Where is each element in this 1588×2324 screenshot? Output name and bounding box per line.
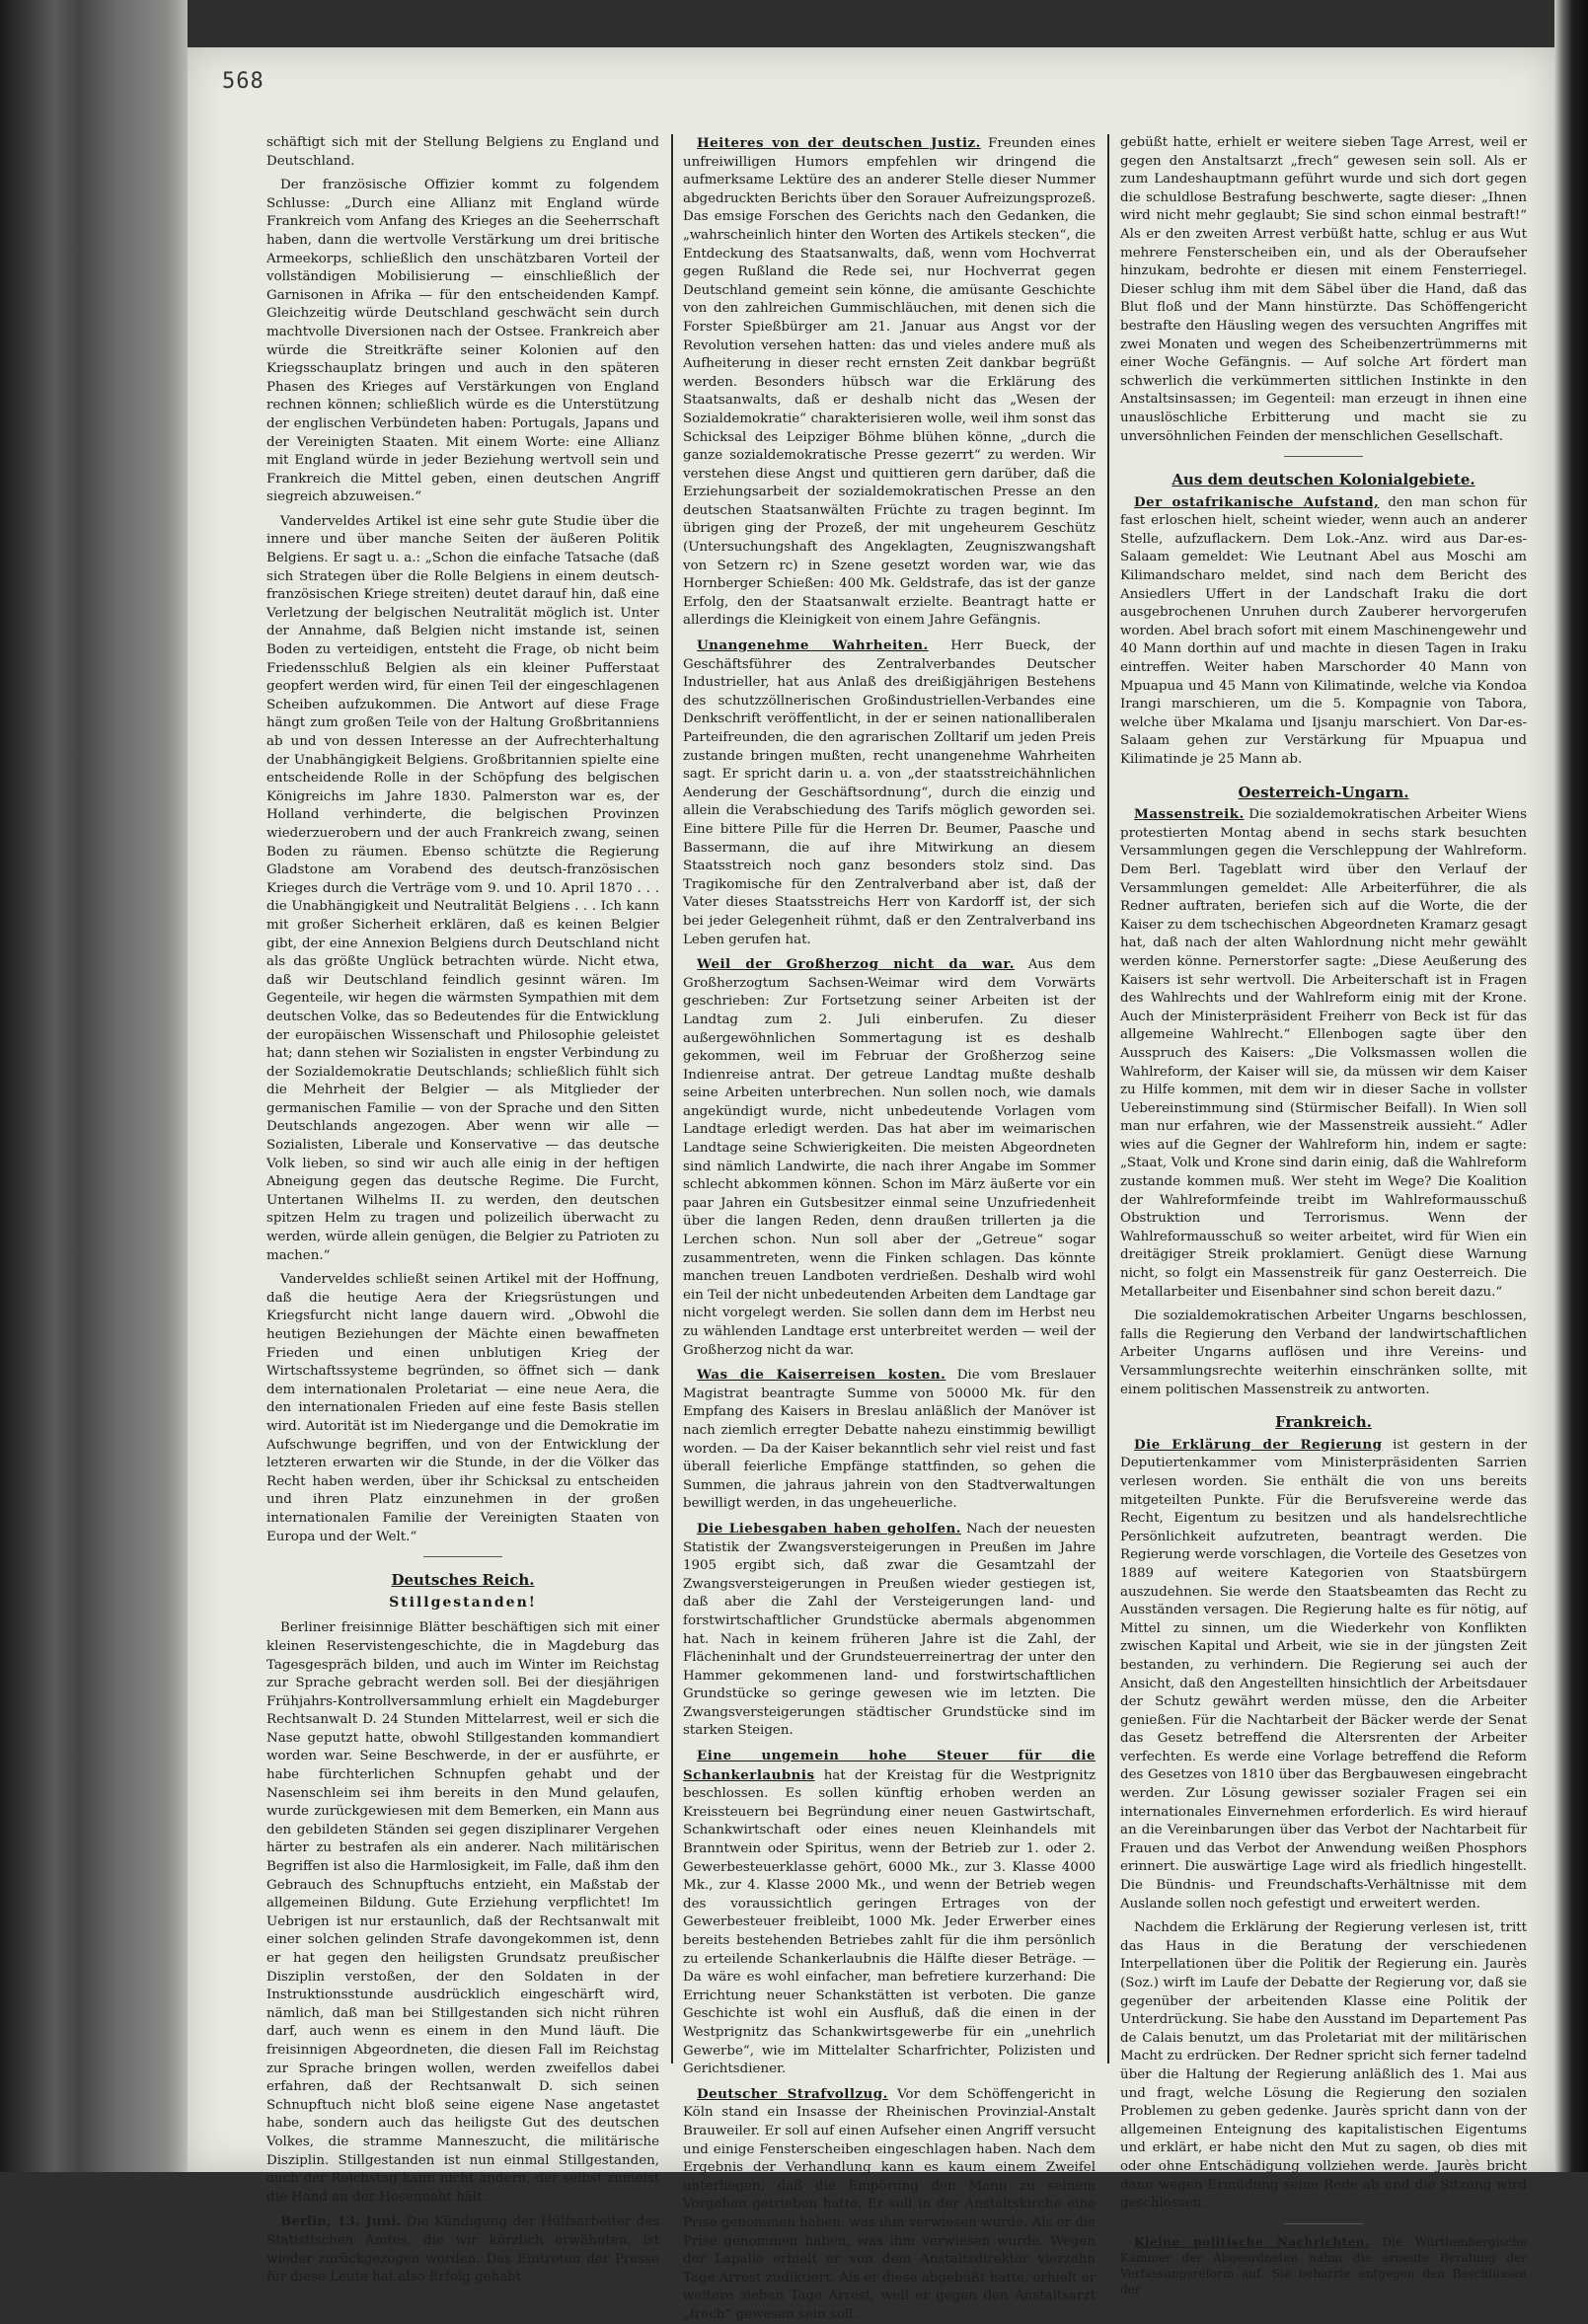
paragraph <box>683 134 1096 631</box>
paragraph: schäftigt sich mit der Stellung Belgiens zu England und Deutschland. <box>266 135 659 169</box>
paragraph <box>1120 2234 1527 2297</box>
book-binding <box>0 0 188 2172</box>
paragraph: Berliner freisinnige Blätter beschäftigen sich mit einer kleinen Reservistengeschichte, die in Magdeburg das Tagesgespräch bilden, und auch im Winter im Reichstag zur Sprache gebracht werden soll. Bei der diesjährigen Frühjahrs-Kontrollversammlung erhielt ein Magdeburger Rechtsanwalt D. 24 Stunden Mittelarrest, weil er sich die Nase geputzt hatte, obwohl Stillgestanden kommandiert worden war. Seine Beschwerde, in der er ausführte, er habe fürchterlichen Schnupfen gehabt und der Nasenschleim sei ihm bereits in den Mund gelaufen, wurde zurückgewiesen mit dem Bemerken, ein Mann aus den gebildeten Ständen sei gegen disziplinarer Vergehen härter zu bestrafen als ein anderer. Nach militärischen Begriffen ist also die Harmlosigkeit, im Falle, daß ihm den Gebrauch des Schnupftuchs entzieht, ein Maßstab der allgemeinen Bildung. Gute Erziehung verpflichtet! Im Uebrigen ist nur erstaunlich, daß der Rechtsanwalt mit einer solchen gelinden Strafe davongekommen ist, denn er hat gegen den heiligsten Grundsatz preußischer Disziplin verstoßen, der den Soldaten in der Instruktionsstunde ausdrücklich eingeschärft wird, nämlich, daß man bei Stillgestanden sich nicht rühren darf, auch wenn es einem in den Mund läuft. Die freisinnigen Abgeordneten, die diesen Fall im Reichstag zur Sprache bringen wollen, werden zweifellos dabei erfahren, daß der Rechtsanwalt D. sich seinen Schnupftuch nicht bloß seine eigene Nase angetastet habe, sondern auch das heiligste Gut des deutschen Volkes, die stramme Manneszucht, die militärische Disziplin. Stillgestanden ist nun einmal Stillgestanden, auch der Reichstag kann nicht ändern, der selbst zumeist die Hand an der Hosennaht hält. <box>266 1620 659 2205</box>
column-rule <box>1107 134 1109 2063</box>
newspaper-page <box>188 47 1554 2322</box>
run-in-heading: Unangenehme Wahrheiten. <box>697 637 929 654</box>
paragraph-text: Freunden eines unfreiwilligen Humors empfehlen wir dringend die aufmerksame Lektüre des an anderer Stelle dieser Nummer abgedruckten Berichts über den Sorauer Aufreizungsprozeß. Das emsige Forschen des Gerichts nach den Gedanken, die „wahrscheinlich hinter den Worten des Artikels stecken“, die Entdeckung des Staatsanwalts, daß, wenn vom Hochverrat gegen Rußland die Rede sei, nur Hochverrat gegen Deutschland gemeint sein könne, die amüsante Geschichte von den zahlreichen Gummischläuchen, mit denen sich die Forster Spießbürger am 21. Januar aus Angst vor der Revolution versehen hatten: das und vieles andere muß als Aufheiterung in dieser recht ernsten Zeit dankbar begrüßt werden. Besonders hübsch war die Erklärung des Staatsanwalts, daß er deshalb nicht das „Wesen der Sozialdemokratie“ charakterisieren wolle, weil ihm sonst das Schicksal des Leipziger Böhme blühen könne, „durch die ganze sozialdemokratische Presse gezerrt“ zu werden. Wir verstehen diese Angst und quittieren gern darüber, daß die Erziehungsarbeit der sozialdemokratischen Presse an den deutschen Staatsanwälten Früchte zu tragen beginnt. Im übrigen ging der Prozeß, der mit ungeheurem Geschütz (Untersuchungshaft des Angeklagten, Zeugniszwangshaft von Setzern rc) in Szene gesetzt worden war, wie das Hornberger Schießen: 400 Mk. Geldstrafe, das ist der ganze Erfolg, den der Staatsanwalt erzielte. Beantragt hatte er allerdings die Kleinigkeit von einem Jahre Gefängnis. <box>683 136 1096 629</box>
paragraph-text: hat der Kreistag für die Westprignitz beschlossen. Es sollen künftig erhoben werden an Kreissteuern bei Begründung einer neuen Gastwirtschaft, Schankwirtschaft oder eines neuen Kleinhandels mit Branntwein oder Spiritus, wenn der Betrieb zur 1. oder 2. Gewerbesteuerklasse gehört, 6000 Mk., zur 3. Klasse 4000 Mk., zur 4. Klasse 2000 Mk., und wenn der Betrieb wegen des voraussichtlich geringen Ertrages von der Gewerbesteuer freibleibt, 1000 Mk. Jeder Erwerber eines bereits bestehenden Betriebes zahlt für die ihm persönlich zu erteilende Schankerlaubnis die Hälfte dieser Beträge. — Da wäre es wohl einfacher, man befretiere kurzerhand: Die Errichtung neuer Schankstätten ist verboten. Die ganze Geschichte ist wohl ein Ausfluß, daß die einen in der Westprignitz das Schankwirtsgewerbe für ein „unehrlich Gewerbe“, wie im Mittelalter Scharfrichter, Polizisten und Gerichtsdiener. <box>683 1767 1096 2077</box>
paragraph-text: Die Württembergische Kammer der Abgeordneten nahm die erneute Beratung der Verfassungsreform auf. Sie beharrte entgegen den Beschlüssen der <box>1120 2234 1527 2296</box>
paragraph <box>683 955 1096 1360</box>
paragraph: Nachdem die Erklärung der Regierung verlesen ist, tritt das Haus in die Beratung der verschiedenen Interpellationen über die Politik der Regierung ein. Jaurès (Soz.) wirft im Laufe der Debatte der Regierung vor, daß sie gegenüber der arbeitenden Klasse eine Politik der Unterdrückung. Sie habe den Ausstand im Departement Pas de Calais benutzt, um das Proletariat mit der militärischen Macht zu erdrücken. Der Redner spricht sich ferner tadelnd über die Haltung der Regierung anläßlich des 1. Mai aus und fragt, welche Lösung die Regierung den sozialen Problemen zu geben gedenke. Jaurès spricht dann von der allgemeinen Enteignung des kapitalistischen Eigentums und erklärt, er habe nicht den Mut zu sagen, ob dies mit oder ohne Entschädigung vollziehen werde. Jaurès bricht dann wegen Ermüdung seine Rede ab und die Sitzung wird geschlossen. <box>1120 1920 1527 2212</box>
paragraph <box>1120 805 1527 1302</box>
run-in-heading: Die Liebesgaben haben geholfen. <box>697 1520 961 1537</box>
paragraph: Die sozialdemokratischen Arbeiter Ungarns beschlossen, falls die Regierung den Verband der landwirtschaftlichen Arbeiter Ungarns auflösen und ihre Vereins- und Versammlungsrechte weiterhin einschränken sollte, mit einem politischen Massenstreik zu antworten. <box>1120 1309 1527 1397</box>
divider <box>423 1556 502 1557</box>
paragraph-text: Vor dem Schöffengericht in Köln stand ein Insasse der Rheinischen Provinzial-Anstalt Brauweiler. Er soll auf einen Aufseher einen Angriff versucht und einige Fensterscheiben eingeschlagen haben. Nach dem Ergebnis der Verhandlung kann es kaum einem Zweifel unterliegen, daß die Empörung den Mann zu seinem Vorgehen getrieben hatte. Er soll in der Anstaltskirche eine Prise genommen haben, was ihm verwiesen wurde. Als er die Prise genommen haben, was ihm verwiesen wurde. Wegen der Lapalie erhielt er von dem Anstaltsdirektor vierzehn Tage Arrest zudiktiert. Als er diese abgebüßt hatte, erhielt er weitere sieben Tage Arrest, weil er gegen den Anstaltsarzt „frech“ gewesen sein soll. <box>683 2086 1096 2322</box>
paragraph <box>683 1520 1096 1741</box>
paragraph: Der französische Offizier kommt zu folgendem Schlusse: „Durch eine Allianz mit England würde Frankreich vom Anfang des Krieges an die Seeherrschaft haben, dann die wertvolle Verstärkung um drei britische Armeekorps, schließlich den unschätzbaren Vorteil der vollständigen Mobilisierung — einschließlich der Garnisonen in Afrika — für den entscheidenden Kampf. Gleichzeitig würde Deutschland geschwächt sein durch machtvolle Diversionen nach der Ostsee. Frankreich aber würde die Streitkräfte seiner Kolonien auf den Kriegsschauplatz bringen und auch in den späteren Phasen des Krieges auf Verstärkungen von England rechnen können; schließlich würde es die Unterstützung der englischen Verbündeten haben: Portugals, Japans und der Vereinigten Staaten. Mit einem Worte: eine Allianz mit England würde in jeder Beziehung wertvoll sein und Frankreich die Mittel geben, einen deutschen Angriff siegreich abzuweisen.“ <box>266 178 659 505</box>
paragraph <box>1120 493 1527 770</box>
section-heading: Deutsches Reich. <box>391 1571 535 1590</box>
run-in-heading: Kleine politische Nachrichten. <box>1134 2234 1370 2249</box>
section-heading: Oesterreich-Ungarn. <box>1238 783 1409 801</box>
run-in-heading: Massenstreik. <box>1134 806 1245 823</box>
paragraph <box>683 2085 1096 2324</box>
paragraph-text: Nach der neuesten Statistik der Zwangsversteigerungen in Preußen im Jahre 1905 ergibt sich, daß zwar die Gesamtzahl der Zwangsversteigerungen in Preußen wieder gestiegen ist, daß aber die Zahl der Versteigerungen land- und forstwirtschaftlicher Grundstücke abermals abgenommen hat. Nach in keinem früheren Jahre ist die Zahl, der Flächeninhalt und der Grundsteuerreinertrag der unter den Hammer gekommenen land- und forstwirtschaftlichen Grundstücke so geringe gewesen wie im letzten. Die Zwangsversteigerungen städtischer Grundstücke sind im starken Steigen. <box>683 1521 1096 1739</box>
column-3 <box>1120 134 1528 2296</box>
run-in-heading: Heiteres von der deutschen Justiz. <box>697 135 981 151</box>
paragraph-text: Die Kündigung der Hülfsarbeiter des Statistischen Amtes, die wir kürzlich erwähnten, ist wieder zurückgezogen worden. Das Eintreten der Presse für diese Leute hat also Erfolg gehabt. <box>266 2214 659 2286</box>
column-rule <box>671 134 673 2063</box>
page-number: 568 <box>222 69 265 94</box>
run-in-heading: Was die Kaiserreisen kosten. <box>697 1367 946 1384</box>
divider <box>1284 456 1363 457</box>
article-heading: Stillgestanden! <box>389 1594 537 1611</box>
column-2 <box>683 134 1096 2322</box>
section-heading: Frankreich. <box>1275 1413 1372 1432</box>
run-in-heading: Die Erklärung der Regierung <box>1134 1436 1383 1453</box>
paragraph-text: Die sozialdemokratischen Arbeiter Wiens protestierten Montag abend in sechs stark besuchten Versammlungen gegen die Verschleppung der Wahlreform. Dem Berl. Tageblatt wird über den Verlauf der Versammlungen gemeldet: Alle Arbeiterführer, die als Redner auftraten, beriefen sich auf die Worte, die der Kaiser zu dem tschechischen Abgeordneten Kramarz gesagt hat, daß nach der alten Wahlordnung nicht mehr gewählt werden könne. Pernerstorfer sagte: „Diese Aeußerung des Kaisers ist sehr wertvoll. Die Arbeiterschaft ist in Fragen des Wahlrechts und der Wahlreform einig mit der Krone. Auch der Ministerpräsident Freiherr von Beck ist für das allgemeine Wahlrecht.“ Ellenbogen sagte über den Ausspruch des Kaisers: „Die Volksmassen wollen die Wahlreform, der Kaiser will sie, da müssen wir dem Kaiser zu Hilfe kommen, mit dem wir in dieser Sache in vollster Uebereinstimmung sind (Stürmischer Beifall). In Wien soll man nur erfahren, wie der Massenstreik aussieht.“ Adler wies auf die Gegner der Wahlreform hin, indem er sagte: „Staat, Volk und Krone sind darin einig, daß die Wahlreform zustande kommen muß. Wer steht im Wege? Die Koalition der Wahlreformfeinde treibt im Wahlreformausschuß Obstruktion und Terrorismus. Wenn der Wahlreformausschuß so weiter arbeitet, wird für Wien ein dreitägiger Streik proklamiert. Genügt diese Warnung nicht, so folgt ein Massenstreik für ganz Oesterreich. Die Metallarbeiter und Eisenbahner sind schon bereit dazu.“ <box>1120 807 1527 1300</box>
paragraph-text: Herr Bueck, der Geschäftsführer des Zentralverbandes Deutscher Industrieller, hat aus Anlaß des dreißigjährigen Bestehens des schutzzöllnerischen Großindustriellen-Verbandes eine Denkschrift veröffentlicht, in der er seinen nationalliberalen Parteifreunden, die den agrarischen Zolltarif um jeden Preis zustande bringen mußten, recht unangenehme Wahrheiten sagt. Er spricht darin u. a. von „der staatsstreichähnlichen Aenderung der Geschäftsordnung“, durch die einzig und allein die Verabschiedung des Tarifs möglich geworden sei. Eine bittere Pille für die Herren Dr. Beumer, Paasche und Bassermann, die auf ihre Mitwirkung an diesem Staatsstreich noch ganz besonders stolz sind. Das Tragikomische für den Zentralverband aber ist, daß der Vater dieses Staatsstreichs Herr von Kardorff ist, der sich bei jeder Gelegenheit rühmt, daß er den Zentralverband ins Leben gerufen hat. <box>683 638 1096 947</box>
paragraph <box>683 637 1096 949</box>
paragraph <box>1120 1436 1527 1913</box>
section-heading: Aus dem deutschen Kolonialgebiete. <box>1172 471 1475 489</box>
column-1 <box>266 134 659 2286</box>
run-in-heading: Deutscher Strafvollzug. <box>697 2085 888 2102</box>
paragraph: Vanderveldes schließt seinen Artikel mit der Hoffnung, daß die heutige Aera der Kriegsrüstungen und Kriegsfurcht nicht lange dauern wird. „Obwohl die heutigen Beziehungen der Mächte einen bewaffneten Frieden und einen unblutigen Krieg der Wirtschaftssysteme begründen, so öffnet sich — dank dem internationalen Proletariat — eine neue Aera, die den internationalen Frieden auf eine feste Basis stellen wird. Autorität ist im Niedergange und die Demokratie im Aufschwunge begriffen, und von der Entwicklung der letzteren erwarten wir die Stunde, in der die Völker das Recht haben werden, über ihr Schicksal zu entscheiden und ihren Platz einzunehmen in der großen internationalen Familie der Vereinigten Staaten von Europa und der Welt.“ <box>266 1272 659 1544</box>
paragraph <box>683 1366 1096 1514</box>
dateline: Berlin, 13. Juni. <box>280 2213 402 2230</box>
page-edge <box>1554 0 1588 2172</box>
run-in-heading: Der ostafrikanische Aufstand, <box>1134 493 1380 510</box>
paragraph-text: Die vom Breslauer Magistrat beantragte Summe von 50000 Mk. für den Empfang des Kaisers in Breslau anläßlich der Manöver ist nach ziemlich erregter Debatte nahezu einstimmig bewilligt worden. — Da der Kaiser bekanntlich sehr viel reist und fast überall feierliche Empfänge stattfinden, so gehen die Summen, die jahraus jahrein von den Stadtverwaltungen bewilligt werden, in das ungeheuerliche. <box>683 1368 1096 1512</box>
divider <box>1284 2223 1363 2224</box>
paragraph: gebüßt hatte, erhielt er weitere sieben Tage Arrest, weil er gegen den Anstaltsarzt „frech“ gewesen sein soll. Als er zum Landeshauptmann geführt wurde und sich dort gegen die schuldlose Bestrafung beschwerte, sagte dieser: „Ihnen wird nicht mehr geglaubt; Sie sind schon einmal bestraft!“ Als er den zweiten Arrest verbüßt hatte, schlug er aus Wut mehrere Fensterscheiben ein, und als der Oberaufseher hinzukam, bedrohte er diesen mit einem Fensterriegel. Dieser schlug ihm mit dem Säbel über die Hand, daß das Blut floß und der Mann hinstürzte. Das Schöffengericht bestrafte den Häusling wegen des versuchten Angriffes mit zwei Monaten und wegen des Scheibenzertrümmerns mit einer Woche Gefängnis. — Auf solche Art fördert man schwerlich die verkümmerten sittlichen Instinkte in den Anstaltsinsassen; im Gegenteil: man erzeugt in ihnen eine unauslöschliche Erbitterung und macht sie zu unversöhnlichen Feinden der menschlichen Gesellschaft. <box>1120 135 1527 444</box>
paragraph-text: den man schon für fast erloschen hielt, scheint wieder, wenn auch an anderer Stelle, aufzuflackern. Dem Lok.-Anz. wird aus Dar-es-Salaam gemeldet: Wie Leutnant Abel aus Moschi am Kilimandscharo meldet, sind nach dem Bericht des Ansiedlers Uffert in der Landschaft Iraku die dort ausgebrochenen Unruhen durch Zauberer hervorgerufen worden. Abel brach sofort mit einem Maschinengewehr und 40 Mann dorthin auf und machte in diesen Tagen in Iraku eintreffen. Weiter haben Marschorder 40 Mann von Mpuapua und 45 Mann von Kilimatinde, welche via Kondoa Irangi marschieren, um die 5. Kompagnie von Tabora, welche über Mkalama und Ijsanju marschiert. Von Dar-es-Salaam gehen zur Verstärkung für Mpuapua und Kilimatinde je 25 Mann ab. <box>1120 494 1528 767</box>
paragraph <box>266 2212 659 2287</box>
run-in-heading: Weil der Großherzog nicht da war. <box>697 956 1015 973</box>
paragraph-text: Aus dem Großherzogtum Sachsen-Weimar wird dem Vorwärts geschrieben: Zur Fortsetzung seiner Arbeiten ist der Landtag zum 2. Juli einberufen. Zu dieser außergewöhnlichen Sommertagung ist es deshalb gekommen, weil im Februar der Großherzog seine Indienreise antrat. Der getreue Landtag mußte deshalb seine Arbeiten unterbrechen. Nun sollen noch, wie damals angekündigt wurde, nicht unbedeutende Vorlagen vom Landtage erledigt werden. Das hat aber im weimarischen Landtage seine Schwierigkeiten. Die meisten Abgeordneten sind nämlich Landwirte, die nach ihrer Angabe im Sommer schlecht abkommen können. Schon im März äußerte vor ein paar Jahren ein Gutsbesitzer einmal seine Unzufriedenheit über die langen Reden, denn draußen trillerten ja die Lerchen schon. Nun soll aber der „Getreue“ sogar zusammentreten, wenn die Finken schlagen. Das könnte manchen treuen Landboten verdrießen. Deshalb wird wohl ein Teil der nicht unbedeutenden Arbeiten dem Landtage gar nicht vorgelegt werden. Sie sollen dann dem im Herbst neu zu wählenden Landtage erst unterbreitet werden — weil der Großherzog nicht da war. <box>683 957 1096 1358</box>
paragraph <box>683 1747 1096 2079</box>
paragraph: Vanderveldes Artikel ist eine sehr gute Studie über die innere und über manche Seiten der äußeren Politik Belgiens. Er sagt u. a.: „Schon die einfache Tatsache (daß sich Strategen über die Rolle Belgiens in einem deutsch-französischen Kriege streiten) deutet darauf hin, daß eine Verletzung der belgischen Neutralität möglich ist. Unter der Annahme, daß Belgien nicht imstande ist, seinen Boden zu verteidigen, entsteht die Frage, ob nicht beim Friedensschluß Belgien als ein kleiner Pufferstaat geopfert werden wird, für einen Teil der eingeschlagenen Scheiben aufzukommen. Die Antwort auf diese Frage hängt zum großen Teile von der Haltung Großbritanniens ab und von dessen Interesse an der Aufrechterhaltung der Unabhängigkeit Belgiens. Großbritannien spielte eine entscheidende Rolle in der Schöpfung des belgischen Königreichs im Jahre 1830. Palmerston war es, der Holland verhinderte, die belgischen Provinzen wiederzuerobern und der auch Frankreich zwang, seinen Boden zu räumen. Ebenso schützte die Regierung Gladstone am Vorabend des deutsch-französischen Krieges durch die Verträge vom 9. und 10. April 1870 . . . die Unabhängigkeit und Neutralität Belgiens . . . Ich kann mit großer Sicherheit erklären, daß es keinen Belgier gibt, der eine Annexion Belgiens durch Deutschland nicht als das größte Unglück betrachten würde. Nicht etwa, daß wir Deutschland feindlich gesinnt wären. Im Gegenteile, wir hegen die wärmsten Sympathien mit dem deutschen Volke, das so Bedeutendes für die Entwicklung der europäischen Wissenschaft und Philosophie geleistet hat; dann stehen wir Sozialisten in engster Verbindung zu der Sozialdemokratie Deutschlands; schließlich fühlt sich die Mehrheit der Belgier — als Mitglieder der germanischen Familie — von der Sprache und den Sitten Deutschlands angezogen. Aber wenn wir alle — Sozialisten, Liberale und Konservative — das deutsche Volk lieben, so sind wir auch alle einig in der heftigen Abneigung gegen das deutsche Regime. Die Furcht, Untertanen Wilhelms II. zu werden, den deutschen spitzen Helm zu tragen und polizeilich überwacht zu werden, würde allein genügen, die Belgier zu Patrioten zu machen.“ <box>266 513 659 1263</box>
paragraph-text: ist gestern in der Deputiertenkammer vom Ministerpräsidenten Sarrien verlesen worden. Sie enthält die von uns bereits mitgeteilten Punkte. Für die Berufsvereine werde das Recht, Eigentum zu besitzen und als handelsrechtliche Persönlichkeit aufzutreten, beantragt werden. Die Regierung werde vorschlagen, die Vorteile des Gesetzes von 1889 auf weitere Kategorien von Staatsbürgern auszudehnen. Sie werde den Staatsbeamten das Recht zu Ausständen versagen. Die Regierung halte es für nötig, auf Mittel zu sinnen, um die Wiederkehr von Konflikten zwischen Kapital und Arbeit, wie sie in der jüngsten Zeit bestanden, zu verhindern. Die Regierung sei auch der Ansicht, daß den Angestellten hinsichtlich der Arbeitsdauer der Schutz gewährt werden müsse, den die Arbeiter genießen. Für die Nachtarbeit der Bäcker werde der Senat das Gesetz betreffend die Altersrenten der Arbeiter verfechten. Es werde eine Vorlage betreffend die Reform des Gesetzes von 1810 über das Bergbauwesen eingebracht werden. Zur Lösung gewisser sozialer Fragen sei ein internationales Einvernehmen erforderlich. Es wird hierauf an die Vereinbarungen über das Verbot der Nachtarbeit für Frauen und das Verbot der Anwendung weißen Phosphors erinnert. Die auswärtige Lage wird als friedlich hingestellt. Die Bündnis- und Freundschafts-Verhältnisse mit dem Auslande sollen noch gefestigt und erweitert werden. <box>1120 1437 1527 1912</box>
run-in-heading: Eine ungemein hohe Steuer für die Schankerlaubnis <box>683 1748 1096 1783</box>
